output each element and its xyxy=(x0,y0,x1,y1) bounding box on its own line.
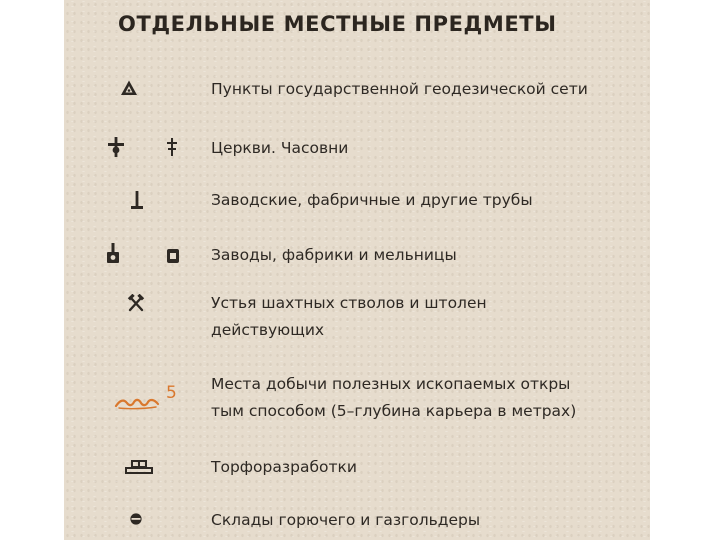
description-line: Заводы, фабрики и мельницы xyxy=(211,246,457,264)
chimney-icon xyxy=(130,189,144,211)
description-line: Склады горючего и газгольдеры xyxy=(211,511,481,529)
quarry-depth-label: 5 xyxy=(166,383,177,403)
description-line: действующих xyxy=(211,321,325,339)
legend-symbol xyxy=(64,290,204,320)
description-line: Церкви. Часовни xyxy=(211,139,349,157)
church-icon xyxy=(106,136,126,158)
chapel-icon xyxy=(165,137,179,157)
legend-symbol xyxy=(64,76,204,106)
fuel-depot-icon xyxy=(129,512,143,526)
legend-symbol xyxy=(64,187,204,217)
page-title: ОТДЕЛЬНЫЕ МЕСТНЫЕ ПРЕДМЕТЫ xyxy=(118,12,557,36)
peat-icon xyxy=(124,459,154,475)
legend-description xyxy=(211,290,487,344)
description-line: Места добычи полезных ископаемых откры xyxy=(211,375,571,393)
legend-symbol xyxy=(64,371,204,421)
legend-description xyxy=(211,242,457,269)
factory-icon xyxy=(104,242,122,266)
description-line: Торфоразработки xyxy=(211,458,357,476)
legend-description xyxy=(211,187,533,214)
legend-description xyxy=(211,135,348,162)
quarry-icon xyxy=(114,393,160,411)
legend-symbol xyxy=(64,134,204,164)
description-line: Устья шахтных стволов и штолен xyxy=(211,294,487,312)
legend-symbol xyxy=(64,453,204,483)
legend-description xyxy=(211,454,357,481)
crossed-hammers-icon xyxy=(126,294,146,314)
legend-symbol xyxy=(64,506,204,536)
description-line: тым способом (5–глубина карьера в метрах) xyxy=(211,402,577,420)
triangle-icon xyxy=(120,79,138,97)
legend-description xyxy=(211,507,480,534)
mill-icon xyxy=(166,248,180,264)
legend-symbol xyxy=(64,242,204,272)
legend-page xyxy=(64,0,650,540)
legend-description xyxy=(211,371,576,425)
description-line: Заводские, фабричные и другие трубы xyxy=(211,191,533,209)
legend-description xyxy=(211,76,588,103)
description-line: Пункты государственной геодезической сети xyxy=(211,80,588,98)
